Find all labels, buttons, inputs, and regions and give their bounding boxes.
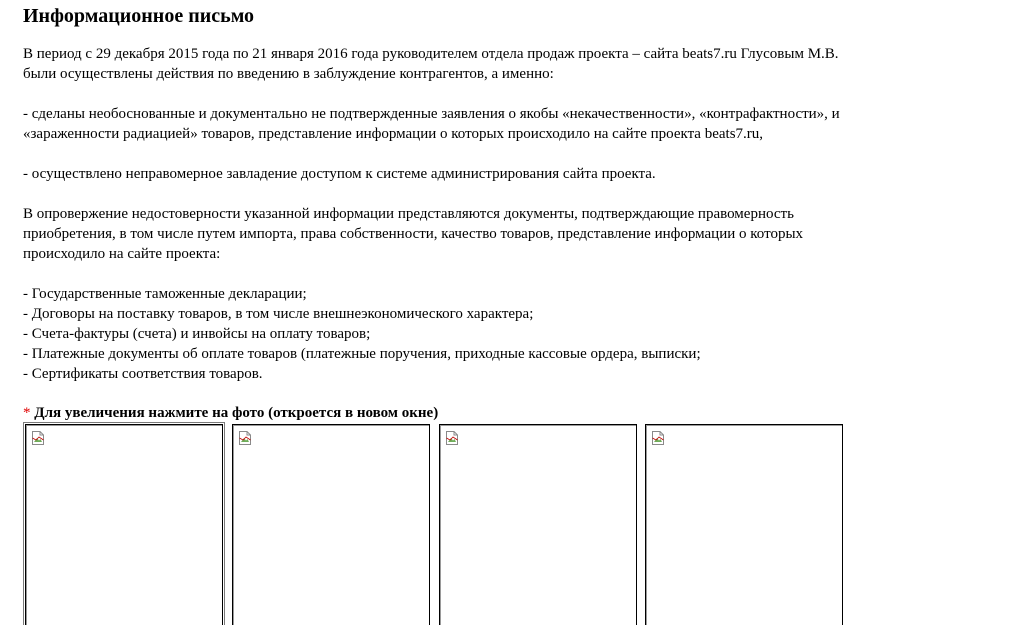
page-title: Информационное письмо [23,5,255,27]
refutation-line-3: происходило на сайте проекта: [23,246,221,262]
document-item: - Сертификаты соответствия товаров. [23,366,263,382]
document-item: - Государственные таможенные декларации; [23,286,307,302]
photo-note-text: Для увеличения нажмите на фото (откроется в новом окне) [34,405,439,421]
photo-thumbnail-3[interactable] [439,424,637,625]
photo-thumbnail-4[interactable] [645,424,843,625]
claim1-line-1: - сделаны необоснованные и документально не подтвержденные заявления о якобы «некачественности», «контрафактности», и [23,106,840,122]
claim2-line-1: - осуществлено неправомерное завладение доступом к системе администрирования сайта проекта. [23,166,656,182]
broken-image-icon [446,431,458,445]
intro-line-1: В период с 29 декабря 2015 года по 21 января 2016 года руководителем отдела продаж проекта – сайта beats7.ru Глусовым М.В. [23,46,839,62]
document-item: - Платежные документы об оплате товаров (платежные поручения, приходные кассовые ордера, выписки; [23,346,701,362]
photo-thumbnail-2[interactable] [232,424,430,625]
document-item: - Договоры на поставку товаров, в том числе внешнеэкономического характера; [23,306,534,322]
broken-image-icon [32,431,44,445]
broken-image-icon [239,431,251,445]
refutation-line-2: приобретения, в том числе путем импорта, права собственности, качество товаров, представление информации о которых [23,226,804,242]
letter-body [23,44,983,384]
document-item: - Счета-фактуры (счета) и инвойсы на оплату товаров; [23,326,371,342]
photo-note [23,403,438,423]
broken-image-icon [652,431,664,445]
intro-line-2: были осуществлены действия по введению в заблуждение контрагентов, а именно: [23,66,554,82]
photo-thumbnail-1[interactable] [25,424,223,625]
claim1-line-2: «зараженности радиацией» товаров, представление информации о которых происходило на сайте проекта beats7.ru, [23,126,764,142]
required-star: * [23,405,31,421]
refutation-line-1: В опровержение недостоверности указанной информации представляются документы, подтверждающие правомерность [23,206,794,222]
